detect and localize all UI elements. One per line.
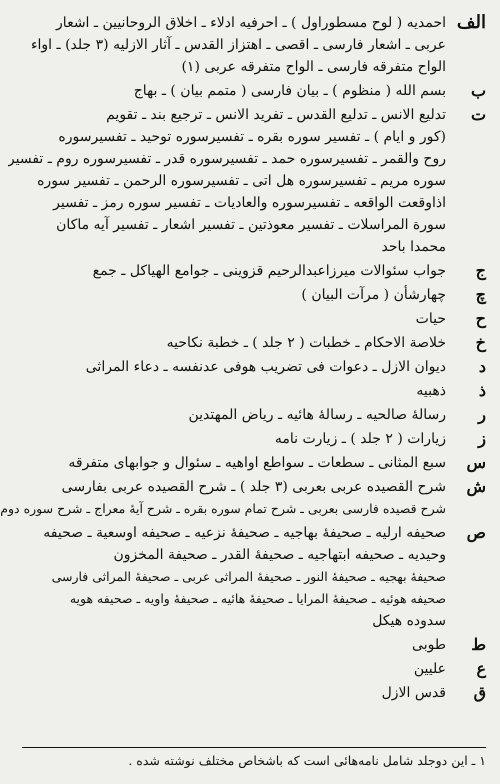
entry-letter: ع [476, 659, 486, 678]
entry-line: شرح القصیده عربی بعربی (٣ جلد ) ـ شرح القصیده عربی بفارسی [61, 479, 446, 495]
index-entry [7, 104, 486, 258]
footnote: ١ ـ این دوجلد شامل نامه‌هائی است که باشخاص مختلف نوشته شده . [128, 753, 486, 768]
entry-content [8, 104, 446, 258]
index-entry [22, 80, 486, 102]
index-entry [22, 260, 486, 282]
entry-line: (کور و ایام ) ـ تفسیر سوره بقره ـ تفسیرسوره توحید ـ تفسیرسوره [58, 129, 446, 145]
document-page [0, 12, 486, 772]
entry-line: صحیفه ارلیه ـ صحیفهٔ بهاجیه ـ صحیفهٔ نزعیه ـ صحیفه اوسعیة ـ صحیفه [43, 525, 446, 541]
entry-line: جواب سئوالات میرزاعبدالرحیم قزوینی ـ جوامع الهیاکل ـ جمع [92, 263, 446, 279]
entry-content [22, 428, 446, 450]
index-entry [22, 428, 486, 450]
entry-line: سورة المراسلات ـ تفسیر معوذتین ـ تفسیر اشعار ـ تفسیر آیه ماکان [56, 217, 446, 233]
entry-content [22, 404, 446, 426]
entry-letter: ط [471, 635, 486, 654]
index-entry [22, 658, 486, 680]
index-entry [22, 380, 486, 402]
entry-line: ذهبیه [416, 383, 446, 399]
entry-letter: ز [478, 429, 486, 448]
entry-content [22, 80, 446, 102]
entry-line: صحیفه هوئیه ـ صحیفهٔ المرایا ـ صحیفهٔ هائیه ـ صحیفهٔ واویه ـ صحیفه هویه [69, 591, 446, 606]
entry-line: قدس الازل [381, 685, 446, 701]
entry-letter: ذ [478, 381, 486, 400]
entry-content [22, 356, 446, 378]
entry-line: سدوده هیکل [372, 613, 446, 629]
entry-content [22, 332, 446, 354]
entry-list [0, 12, 486, 704]
entry-content [22, 260, 446, 282]
index-entry [22, 308, 486, 330]
entry-line: چهارشأن ( مرآت البیان ) [301, 287, 446, 303]
entry-line: حیات [415, 311, 446, 327]
entry-letter: ت [470, 105, 486, 124]
entry-line: رسالهٔ صالحیه ـ رسالهٔ هائیه ـ ریاض المهتدین [188, 407, 446, 423]
entry-line: عربی ـ اشعار فارسی ـ اقصی ـ اهتزاز القدس ـ آثار الازلیه (٣ جلد) ـ اواء [30, 37, 446, 53]
entry-line: روح والقمر ـ تفسیرسوره حمد ـ تفسیرسوره قدر ـ تفسیرسوره روم ـ تفسیر [7, 151, 446, 167]
entry-line: سبع المثانی ـ سطعات ـ سواطع اواهیه ـ سئوال و جوابهای متفرقه [68, 455, 446, 471]
entry-content [0, 476, 446, 520]
footnote-divider [22, 747, 486, 748]
entry-content [22, 522, 446, 632]
entry-line: بسم الله ( منظوم ) ـ بیان فارسی ( متمم بیان ) ـ بهاج [133, 83, 446, 99]
entry-line: خلاصة الاحکام ـ خطبات ( ٢ جلد ) ـ خطبة نکاحیه [166, 335, 446, 351]
index-entry [22, 522, 486, 632]
index-entry [22, 634, 486, 656]
index-entry [22, 682, 486, 704]
index-entry [22, 356, 486, 378]
index-entry [22, 332, 486, 354]
index-entry [22, 12, 486, 78]
entry-line: الواح متفرقه فارسی ـ الواح متفرقه عربی (١) [181, 59, 446, 75]
entry-line: اذاوقعت الواقعه ـ تفسیرسوره والعادیات ـ تفسیر سوره رمز ـ تفسیر [53, 195, 446, 211]
entry-letter: ش [466, 477, 486, 496]
entry-content [22, 308, 446, 330]
entry-content [22, 380, 446, 402]
entry-letter: ح [475, 309, 486, 328]
entry-content [22, 682, 446, 704]
entry-line: سوره مریم ـ تفسیرسوره هل اتی ـ تفسیرسوره الرحمن ـ تفسیر سوره [37, 173, 446, 189]
index-entry [22, 452, 486, 474]
entry-content [22, 658, 446, 680]
entry-letter: ق [473, 683, 486, 702]
entry-line: محمدا باحد [381, 239, 446, 255]
entry-letter: ر [478, 405, 486, 424]
entry-letter: خ [475, 333, 486, 352]
entry-line: طوبی [412, 637, 446, 653]
entry-content [22, 12, 446, 78]
entry-letter: ب [470, 81, 486, 100]
entry-letter: ج [475, 261, 486, 280]
entry-content [22, 634, 446, 656]
entry-letter: د [478, 357, 486, 376]
index-entry [0, 476, 486, 520]
entry-line: صحیفهٔ بهجیه ـ صحیفهٔ النور ـ صحیفهٔ المراثی عربی ـ صحیفهٔ المراثی فارسی [51, 569, 446, 584]
entry-line: وحیدیه ـ صحیفه ابتهاجیه ـ صحیفهٔ القدر ـ صحیفة المخزون [113, 547, 446, 563]
entry-letter: ص [466, 523, 486, 542]
entry-content [22, 284, 446, 306]
entry-line: احمدیه ( لوح مسطوراول ) ـ احرفیه ادلاء ـ اخلاق الروحانیین ـ اشعار [56, 15, 446, 31]
entry-line: علیین [413, 661, 446, 677]
entry-line: دیوان الازل ـ دعوات فی تضریب هوفی عدنفسه ـ دعاء المراثی [85, 359, 446, 375]
entry-line: تدلیع الانس ـ تدلیع القدس ـ تفرید الانس ـ ترجیع بند ـ تقویم [106, 107, 446, 123]
entry-letter: الف [456, 12, 486, 33]
entry-line: زیارات ( ٢ جلد ) ـ زیارت نامه [274, 431, 446, 447]
entry-letter: چ [475, 285, 486, 304]
entry-line: شرح قصیده فارسی بعربی ـ شرح تمام سوره بقره ـ شرح آیهٔ معراج ـ شرح سوره دوم [0, 501, 446, 516]
entry-letter: س [466, 453, 486, 472]
index-entry [22, 404, 486, 426]
index-entry [22, 284, 486, 306]
entry-content [22, 452, 446, 474]
